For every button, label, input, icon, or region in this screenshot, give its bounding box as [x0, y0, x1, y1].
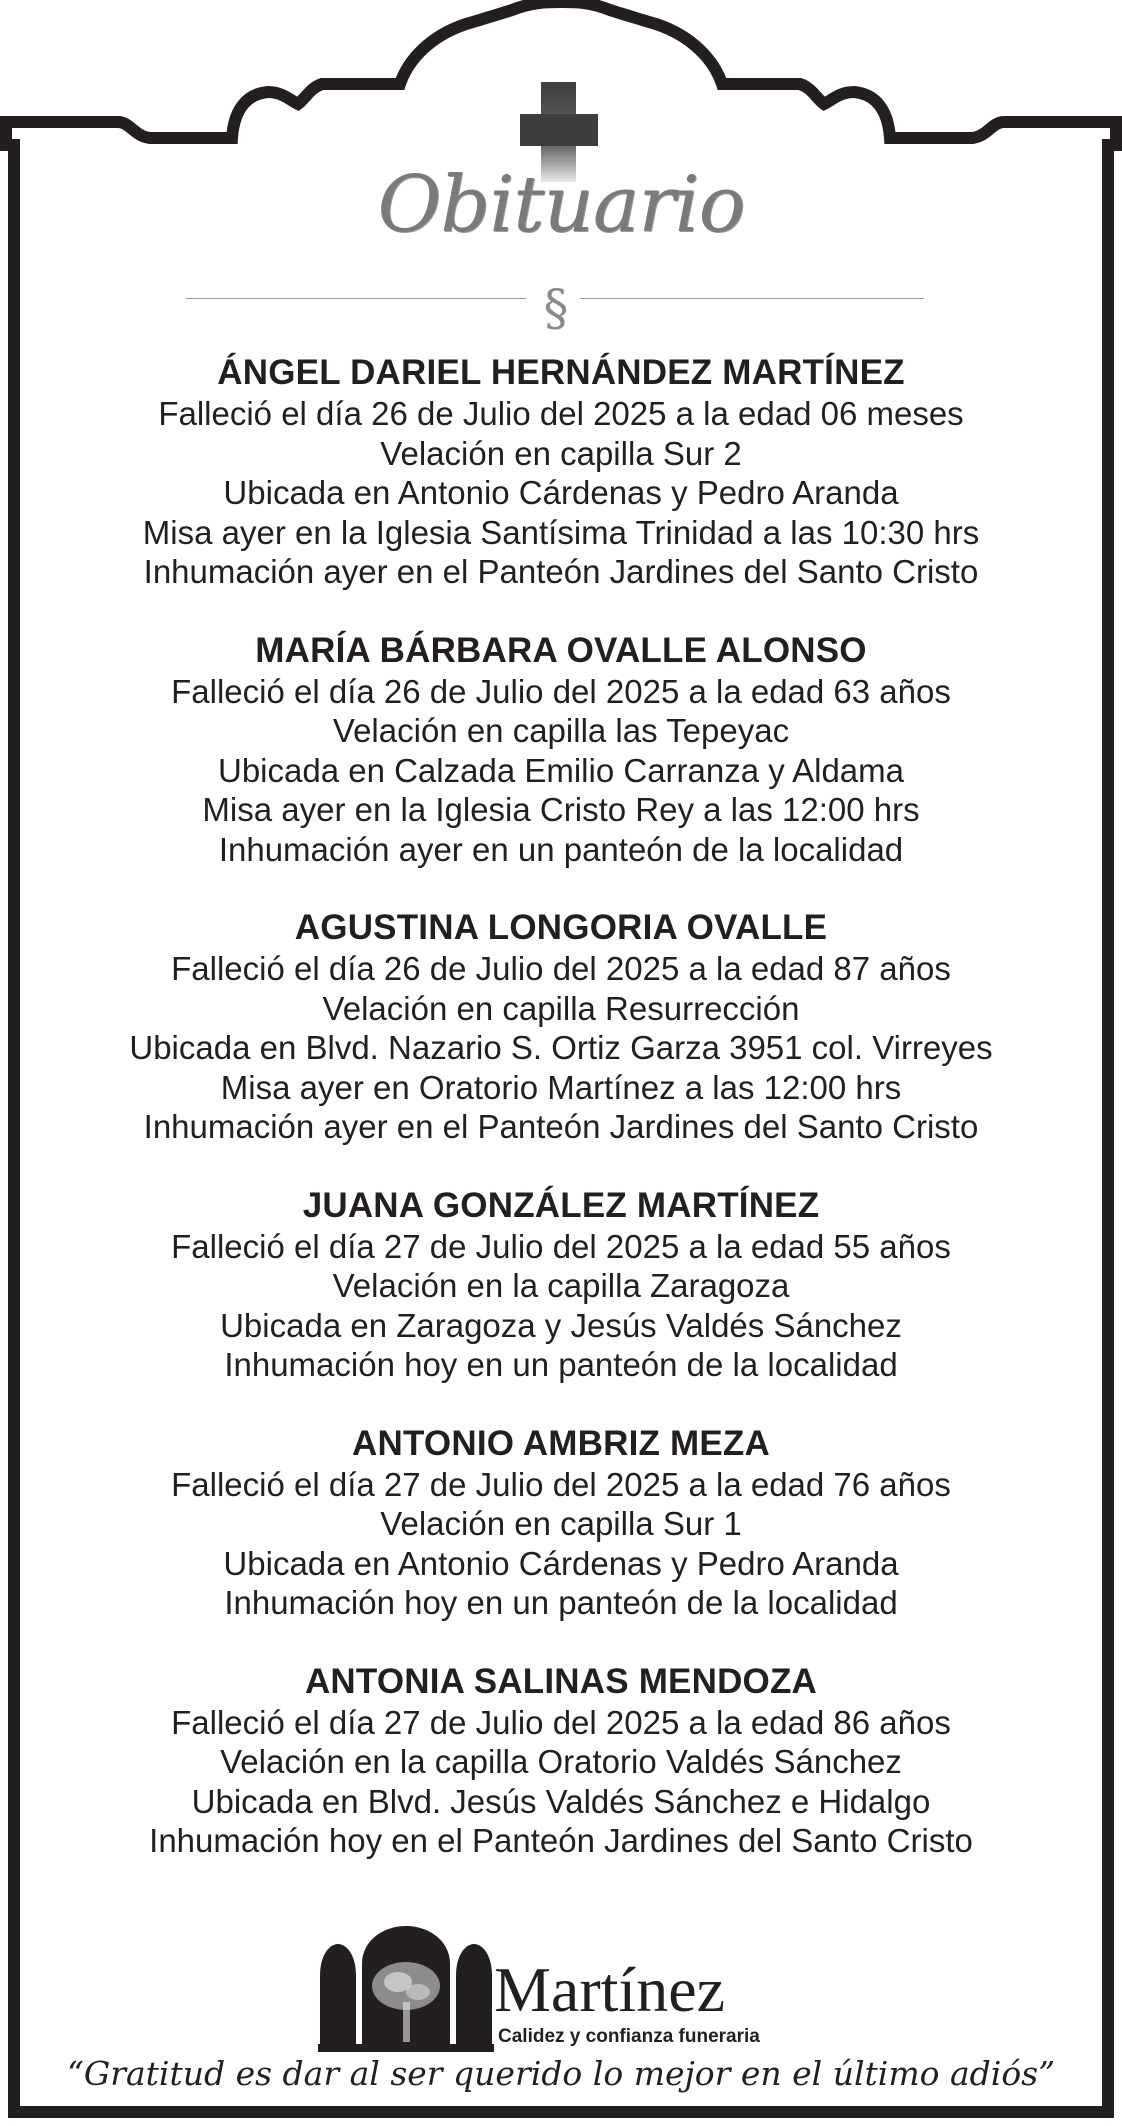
- obituary-entry: [40, 1185, 1082, 1385]
- burial-info: Inhumación ayer en un panteón de la localidad: [218, 830, 904, 868]
- deceased-name: AGUSTINA LONGORIA OVALLE: [294, 908, 828, 947]
- brand-name: Martínez: [494, 1954, 725, 2025]
- burial-info: Inhumación hoy en un panteón de la localidad: [224, 1584, 898, 1621]
- mass-info: Misa ayer en la Iglesia Santísima Trinidad a las 10:30 hrs: [142, 513, 980, 551]
- brand-tagline: Calidez y confianza funeraria: [498, 2026, 760, 2047]
- burial-info: Inhumación ayer en el Panteón Jardines del Santo Cristo: [143, 553, 979, 590]
- obituary-entry: [40, 352, 1082, 592]
- address: Ubicada en Antonio Cárdenas y Pedro Aranda: [223, 1544, 899, 1582]
- wake-location: Velación en la capilla Zaragoza: [332, 1267, 790, 1304]
- closing-quote: “Gratitud es dar al ser querido lo mejor en el último adiós”: [66, 2054, 1056, 2093]
- death-date: Falleció el día 26 de Julio del 2025 a la edad 06 meses: [158, 395, 964, 432]
- wake-location: Velación en capilla Resurrección: [322, 989, 800, 1027]
- address: Ubicada en Zaragoza y Jesús Valdés Sánchez: [220, 1306, 902, 1344]
- address: Ubicada en Blvd. Jesús Valdés Sánchez e Hidalgo: [191, 1782, 931, 1820]
- death-date: Falleció el día 27 de Julio del 2025 a la edad 86 años: [171, 1703, 951, 1741]
- header: [0, 160, 1122, 250]
- wake-location: Velación en capilla Sur 2: [380, 434, 742, 472]
- death-date: Falleció el día 26 de Julio del 2025 a la edad 87 años: [171, 950, 951, 987]
- deceased-name: ANTONIA SALINAS MENDOZA: [304, 1661, 818, 1701]
- deceased-name: ÁNGEL DARIEL HERNÁNDEZ MARTÍNEZ: [217, 353, 905, 392]
- page-title: Obituario: [377, 160, 745, 250]
- mass-info: Misa ayer en la Iglesia Cristo Rey a las 12:00 hrs: [202, 791, 920, 828]
- wake-location: Velación en capilla Sur 1: [380, 1505, 742, 1542]
- obituary-entry: [40, 1661, 1082, 1861]
- section-ornament-icon: §: [543, 279, 569, 337]
- burial-info: Inhumación ayer en el Panteón Jardines del Santo Cristo: [143, 1108, 979, 1145]
- death-date: Falleció el día 27 de Julio del 2025 a la edad 55 años: [171, 1227, 951, 1265]
- divider-left: [186, 298, 526, 299]
- deceased-name: JUANA GONZÁLEZ MARTÍNEZ: [302, 1185, 820, 1225]
- mass-info: Misa ayer en Oratorio Martínez a las 12:00 hrs: [220, 1068, 902, 1106]
- divider-right: [580, 298, 924, 299]
- obituary-entry: [40, 907, 1082, 1147]
- obituary-entry: [40, 1423, 1082, 1623]
- address: Ubicada en Antonio Cárdenas y Pedro Aranda: [223, 474, 899, 511]
- address: Ubicada en Calzada Emilio Carranza y Aldama: [217, 751, 904, 789]
- obituary-list: [40, 352, 1082, 1899]
- wake-location: Velación en capilla las Tepeyac: [332, 712, 790, 749]
- wake-location: Velación en la capilla Oratorio Valdés Sánchez: [220, 1743, 902, 1780]
- death-date: Falleció el día 27 de Julio del 2025 a la edad 76 años: [171, 1465, 951, 1503]
- deceased-name: MARÍA BÁRBARA OVALLE ALONSO: [255, 630, 867, 670]
- deceased-name: ANTONIO AMBRIZ MEZA: [352, 1423, 770, 1463]
- burial-info: Inhumación hoy en un panteón de la localidad: [224, 1346, 898, 1383]
- death-date: Falleció el día 26 de Julio del 2025 a la edad 63 años: [171, 672, 951, 710]
- address: Ubicada en Blvd. Nazario S. Ortiz Garza 3951 col. Virreyes: [129, 1029, 993, 1066]
- obituary-entry: [40, 630, 1082, 870]
- burial-info: Inhumación hoy en el Panteón Jardines del Santo Cristo: [149, 1822, 973, 1859]
